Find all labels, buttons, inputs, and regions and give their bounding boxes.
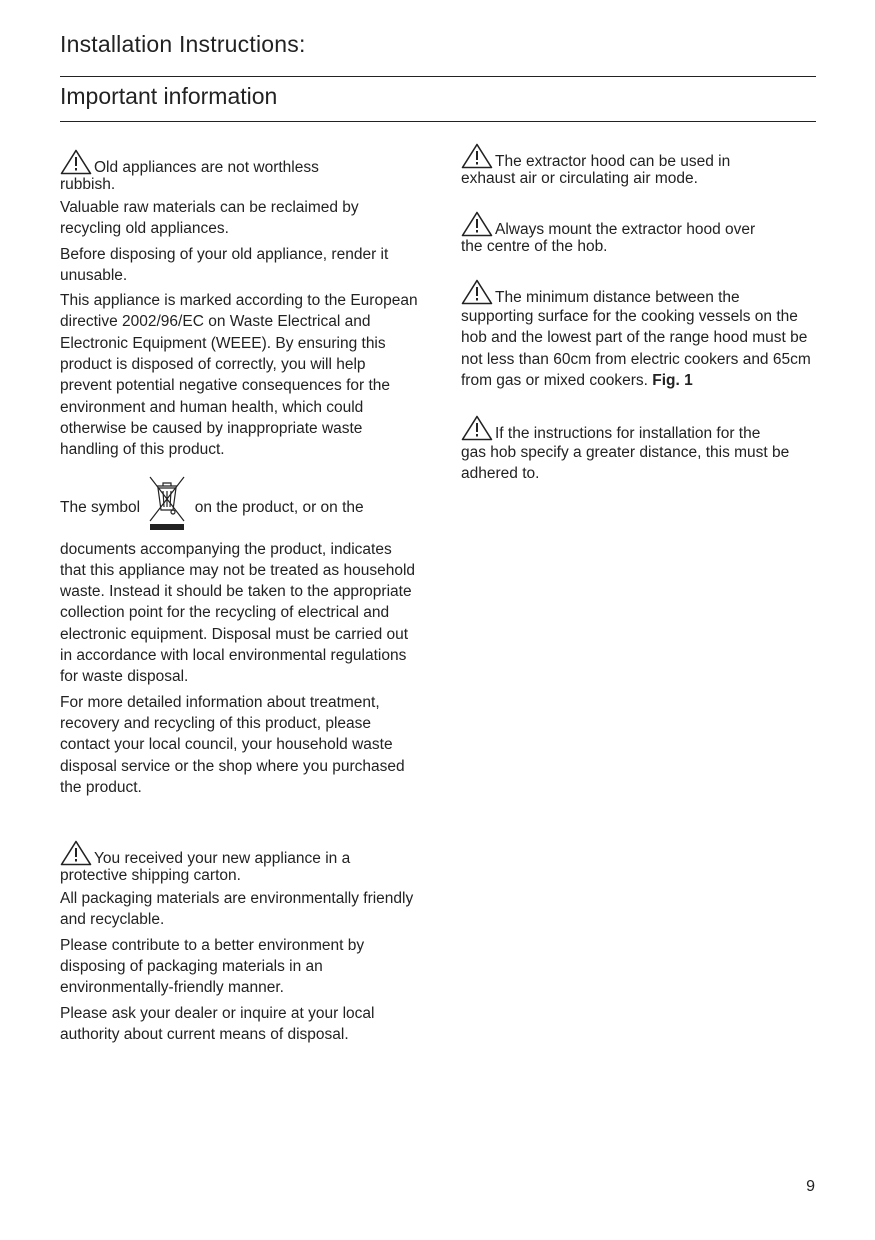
crossed-out-wheelie-bin-icon [146,474,188,532]
warning-air-mode-rest: exhaust air or circulating air mode. [461,170,698,187]
warning-triangle-icon [461,143,493,169]
warning-minimum-distance-first-line: The minimum distance between the [495,289,740,306]
page-number: 9 [806,1178,815,1195]
figure-reference: Fig. 1 [652,371,693,389]
warning-greater-distance [461,413,821,485]
warning-air-mode-first-line: The extractor hood can be used in [495,153,731,170]
paragraph-raw-materials: Valuable raw materials can be reclaimed by recycling old appliances. [60,199,359,238]
page-header [60,28,816,122]
warning-shipping-carton-first-line: You received your new appliance in a [94,850,351,868]
warning-mount-centre [461,209,821,255]
paragraph-weee-directive: This appliance is marked according to the European directive 2002/96/EC on Waste Electrical and Electronic Equipment (WEEE). By ensuring this product is disposed of correctly, you will help prevent potential negative consequences for the environment and human health, which could otherwise be caused by inappropriate waste handling of this product. [60,292,418,459]
warning-triangle-icon [461,279,493,305]
warning-minimum-distance [461,277,821,391]
warning-greater-distance-first-line: If the instructions for installation for the [495,425,761,443]
warning-minimum-distance-rest: supporting surface for the cooking vessels on the hob and the lowest part of the range hood must be not less than 60cm from electric cookers and 65cm from gas or mixed cookers. [461,308,811,389]
warning-old-appliances-first-line: Old appliances are not worthless [94,159,319,176]
symbol-text-after: on the product, or on the [194,498,364,516]
paragraph-packaging-recyclable: All packaging materials are environmentally friendly and recyclable. [60,890,414,929]
section-title: Important information [60,83,278,109]
symbol-text-before: The symbol [60,498,141,516]
right-column [461,141,821,485]
left-column [60,147,420,1049]
weee-symbol-line [60,477,420,539]
warning-mount-centre-first-line: Always mount the extractor hood over [495,221,756,238]
document-title: Installation Instructions: [60,31,306,57]
warning-air-mode [461,141,821,187]
section-divider [60,121,816,122]
warning-greater-distance-rest: gas hob specify a greater distance, this must be adhered to. [461,444,790,483]
paragraph-ask-dealer: Please ask your dealer or inquire at your local authority about current means of disposal. [60,1004,375,1043]
warning-old-appliances-rest: rubbish. [60,176,116,193]
warning-triangle-icon [60,149,92,175]
paragraph-more-information: For more detailed information about treatment, recovery and recycling of this product, please contact your local council, your household waste disposal service or the shop where you purchased the product. [60,693,405,796]
warning-shipping-carton-rest: protective shipping carton. [60,867,241,885]
warning-shipping-carton [60,838,420,884]
paragraph-not-household-waste: documents accompanying the product, indicates that this appliance may not be treated as household waste. Instead it should be taken to the appropriate collection point for the recycling of electrical and electronic equipment. Disposal must be carried out in accordance with local environmental regulations for waste disposal. [60,540,416,686]
warning-triangle-icon [461,415,493,441]
paragraph-contribute-environment: Please contribute to a better environment by disposing of packaging materials in an environmentally-friendly manner. [60,936,365,997]
warning-old-appliances [60,147,420,193]
warning-triangle-icon [60,840,92,866]
paragraph-render-unusable: Before disposing of your old appliance, render it unusable. [60,245,389,284]
warning-mount-centre-rest: the centre of the hob. [461,238,608,255]
warning-triangle-icon [461,211,493,237]
